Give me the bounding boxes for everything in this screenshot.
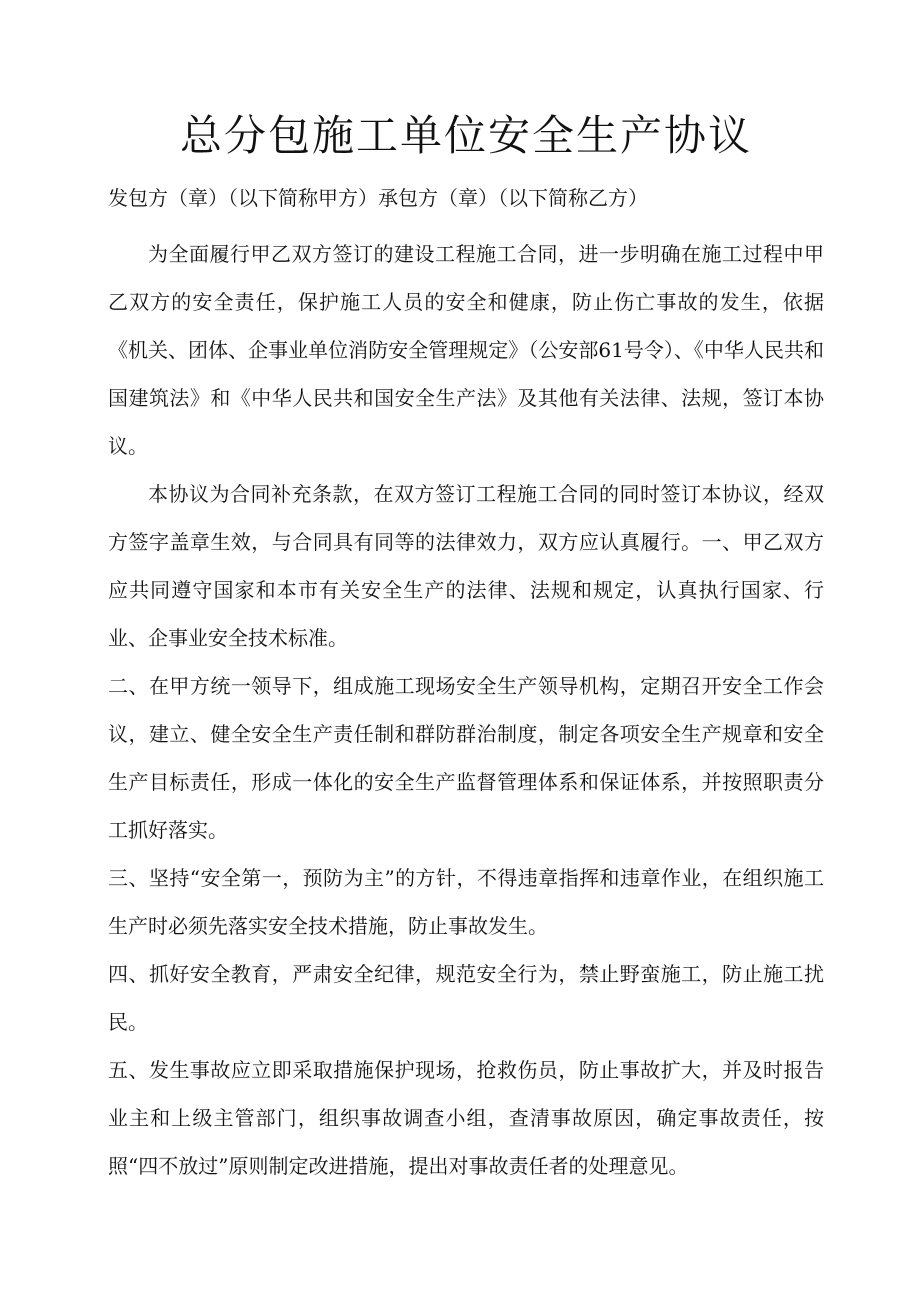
paragraph-purpose: 为全面履行甲乙双方签订的建设工程施工合同，进一步明确在施工过程中甲乙双方的安全责任，保护施工人员的安全和健康，防止伤亡事故的发生，依据《机关、团体、企事业单位消防安全管理规定》（公安部61号令）、《中华人民共和国建筑法》和《中华人民共和国安全生产法》及其他有关法律、法规，签订本协议。 [108,242,824,458]
paragraph-clause-3: 三、坚持“安全第一，预防为主”的方针，不得违章指挥和违章作业，在组织施工生产时必须先落实安全技术措施，防止事故发生。 [108,866,824,938]
document-title: 总分包施工单位安全生产协议 [179,111,752,160]
paragraph-supplement-clause-1: 本协议为合同补充条款，在双方签订工程施工合同的同时签订本协议，经双方签字盖章生效，与合同具有同等的法律效力，双方应认真履行。一、甲乙双方应共同遵守国家和本市有关安全生产的法律、法规和规定，认真执行国家、行业、企事业安全技术标准。 [108,482,824,650]
paragraph-clause-2: 二、在甲方统一领导下，组成施工现场安全生产领导机构，定期召开安全工作会议，建立、健全安全生产责任制和群防群治制度，制定各项安全生产规章和安全生产目标责任，形成一体化的安全生产监督管理体系和保证体系，并按照职责分工抓好落实。 [108,674,824,842]
paragraph-clause-5: 五、发生事故应立即采取措施保护现场，抢救伤员，防止事故扩大，并及时报告业主和上级主管部门，组织事故调查小组，查清事故原因，确定事故责任，按照“四不放过”原则制定改进措施，提出对事故责任者的处理意见。 [108,1058,824,1178]
parties-line: 发包方（章）（以下简称甲方）承包方（章）（以下简称乙方） [108,186,648,210]
paragraph-clause-4: 四、抓好安全教育，严肃安全纪律，规范安全行为，禁止野蛮施工，防止施工扰民。 [108,962,824,1034]
